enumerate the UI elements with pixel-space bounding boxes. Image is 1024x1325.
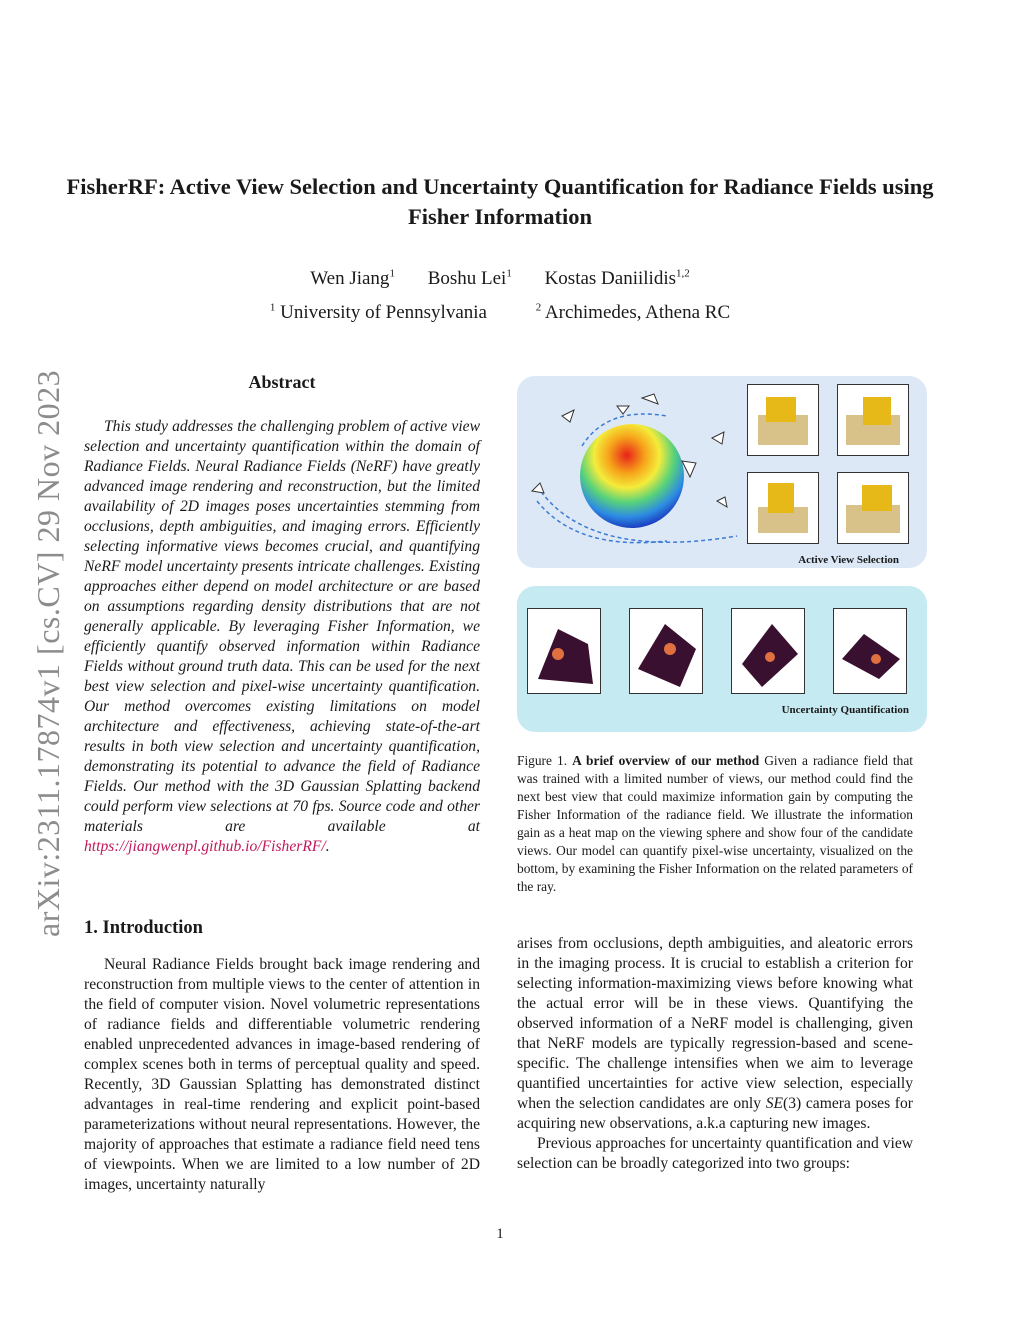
author: Kostas Daniilidis$^{1,2}$ [544,268,690,290]
candidate-view-image [748,473,818,543]
project-link[interactable]: https://jiangwenpl.github.io/FisherRF/ [84,838,326,855]
candidate-view [747,472,819,544]
uncertainty-quantification-panel [517,586,927,732]
candidate-view [837,384,909,456]
candidate-view [747,384,819,456]
affiliation: $^2$ Archimedes, Athena RC [535,302,731,324]
author: Boshu Lei$^1$ [427,268,512,290]
paragraph: Previous approaches for uncertainty quantification and view selection can be broadly categorized into two groups: [517,1135,913,1172]
candidate-view-image [838,385,908,455]
uncertainty-map-image [528,609,600,693]
introduction-left-text: Neural Radiance Fields brought back image rendering and reconstruction from multiple views to the center of attention in the field of computer vision. Novel volumetric representations of radiance fields and differentiable volumetric rendering enabled unprecedented advances in image-based rendering of complex scenes both in terms of perceptual quality and speed. Recently, 3D Gaussian Splatting has demonstrated distinct advantages in real-time rendering and explicit point-based parameterizations without neural representations. However, the majority of approaches that estimate a radiance field need tens of viewpoints. When we are limited to a low number of 2D images, uncertainty naturally [84,956,480,1193]
arxiv-identifier: arXiv:2311.17874v1 [cs.CV] 29 Nov 2023 [30,369,66,937]
figure-caption: Figure 1. A brief overview of our method Given a radiance field that was trained with a limited number of views, our method could find the next best view that could maximize information gain by computing the Fisher Information of the radiance field. We illustrate the information gain as a heat map on the viewing sphere and show four of the candidate views. Our model can quantify pixel-wise uncertainty, visualized on the bottom, by examining the Fisher Information on the related parameters of the ray. [517,753,913,894]
active-view-selection-label: Active View Selection [798,554,899,566]
uncertainty-quantification-label: Uncertainty Quantification [781,704,909,716]
author-list [60,268,940,290]
abstract-body: This study addresses the challenging problem of active view selection and uncertainty quantification within the domain of Radiance Fields. Neural Radiance Fields (NeRF) have greatly advanced image rendering and reconstruction, but the limited availability of 2D images poses uncertainties stemming from occlusions, depth ambiguities, and imaging errors. Efficiently selecting informative views becomes crucial, and quantifying NeRF model uncertainty presents intricate challenges. Existing approaches either depend on model architecture or are based on assumptions regarding density distributions that are not generally applicable. By leveraging Fisher Information, we efficiently quantify observed information within Radiance Fields without ground truth data. This can be used for the next best view selection and pixel-wise uncertainty quantification. Our method overcomes existing limitations on model architecture and effectiveness, achieving state-of-the-art results in both view selection and uncertainty quantification, demonstrating its potential to advance the field of Radiance Fields. Our method with the 3D Gaussian Splatting backend could perform view selections at 70 fps. Source code and other materials are available at https://jiangwenpl.github.io/FisherRF/. [84,418,480,855]
introduction-heading: 1. Introduction [84,918,203,938]
page-number: 1 [496,1226,504,1242]
active-view-selection-panel [517,376,927,568]
paper-title: FisherRF: Active View Selection and Uncertainty Quantification for Radiance Fields using Fisher Information [66,174,934,229]
affiliation: $^1$ University of Pennsylvania [269,302,487,324]
introduction-right-text [517,934,913,1174]
figure-overview [517,376,929,734]
uncertainty-view [629,608,703,694]
heatmap-sphere [580,424,684,528]
uncertainty-map-image [732,609,804,693]
candidate-view-image [838,473,908,543]
uncertainty-view [527,608,601,694]
uncertainty-view [833,608,907,694]
paragraph: arises from occlusions, depth ambiguities, and aleatoric errors in the imaging process. It is crucial to establish a criterion for selecting information-maximizing views before knowing what the actual error will be in these views. Quantifying the observed information of a NeRF model is challenging, given that NeRF models are typically regression-based and scene-specific. The challenge intensifies when we aim to leverage quantified uncertainties for active view selection, especially when the selection candidates are only SE(3) camera poses for acquiring new observations, a.k.a capturing new images. [517,935,913,1132]
candidate-view [837,472,909,544]
author: Wen Jiang$^1$ [310,268,395,290]
viewing-sphere-diagram [517,376,747,566]
affiliation-list [60,302,940,324]
uncertainty-map-image [834,609,906,693]
candidate-view-image [748,385,818,455]
uncertainty-view [731,608,805,694]
abstract-heading: Abstract [248,372,316,392]
uncertainty-map-image [630,609,702,693]
